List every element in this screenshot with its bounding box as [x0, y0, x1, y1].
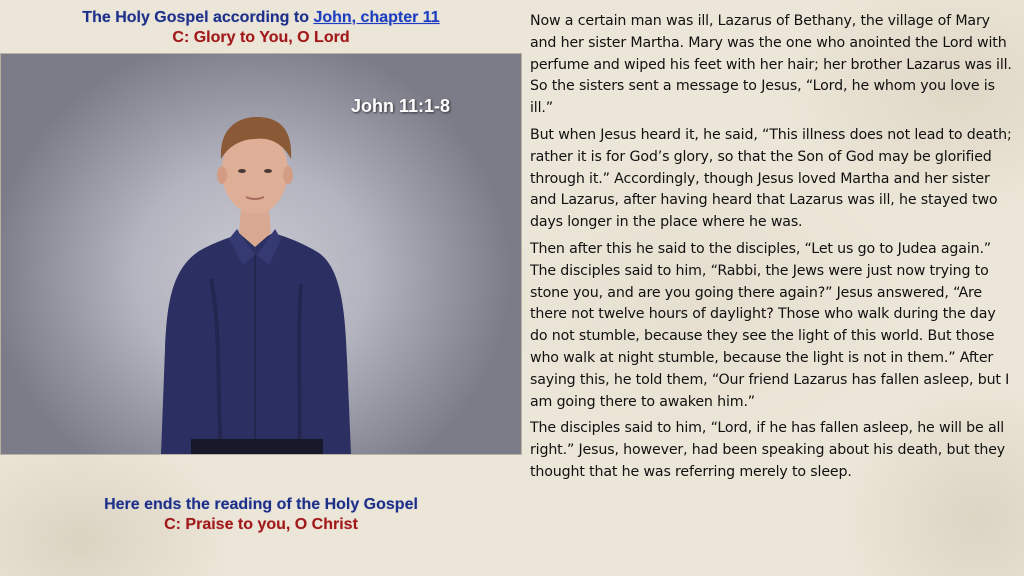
reading-paragraph: Now a certain man was ill, Lazarus of Bethany, the village of Mary and her sister Martha. Mary was the one who anointed the Lord with perfume and wiped his feet with her hair; her brother Lazarus was ill. So the sisters sent a message to Jesus, “Lord, he whom you love is ill.”: [530, 13, 1012, 117]
video-frame[interactable]: [0, 53, 522, 455]
reader-image: [151, 109, 361, 454]
gospel-title-prefix: The Holy Gospel according to: [82, 9, 314, 26]
scripture-reading: [530, 11, 1012, 489]
reading-paragraph: Then after this he said to the disciples, “Let us go to Judea again.” The disciples said to him, “Rabbi, the Jews were just now trying to stone you, and are you going there again?” Jesus answered, “Are there not twelve hours of daylight? Those who walk during the day do not stumble, because they see the light of this world. But those who walk at night stumble, because the light is not in them.” After saying this, he told them, “Our friend Lazarus has fallen asleep, but I am going there to awaken him.”: [530, 240, 1010, 410]
gospel-footer: [0, 495, 522, 535]
reading-paragraph: The disciples said to him, “Lord, if he has fallen asleep, he will be all right.” Jesus, however, had been speaking about his death, but they thought that he was referring merely to sleep.: [530, 420, 1006, 480]
congregation-response-opening: C: Glory to You, O Lord: [172, 29, 350, 46]
congregation-response-closing: C: Praise to you, O Christ: [164, 516, 358, 533]
closing-statement: Here ends the reading of the Holy Gospel: [104, 496, 418, 513]
reading-paragraph: But when Jesus heard it, he said, “This illness does not lead to death; rather it is for God’s glory, so that the Son of God may be glorified through it.” Accordingly, though Jesus loved Martha and her sister and Lazarus, after having heard that Lazarus was ill, he stayed two days longer in the place where he was.: [530, 126, 1012, 231]
verse-caption: John 11:1-8: [351, 96, 451, 116]
chapter-link[interactable]: John, chapter 11: [313, 9, 440, 26]
gospel-title: [0, 8, 522, 28]
gospel-header: [0, 8, 522, 48]
